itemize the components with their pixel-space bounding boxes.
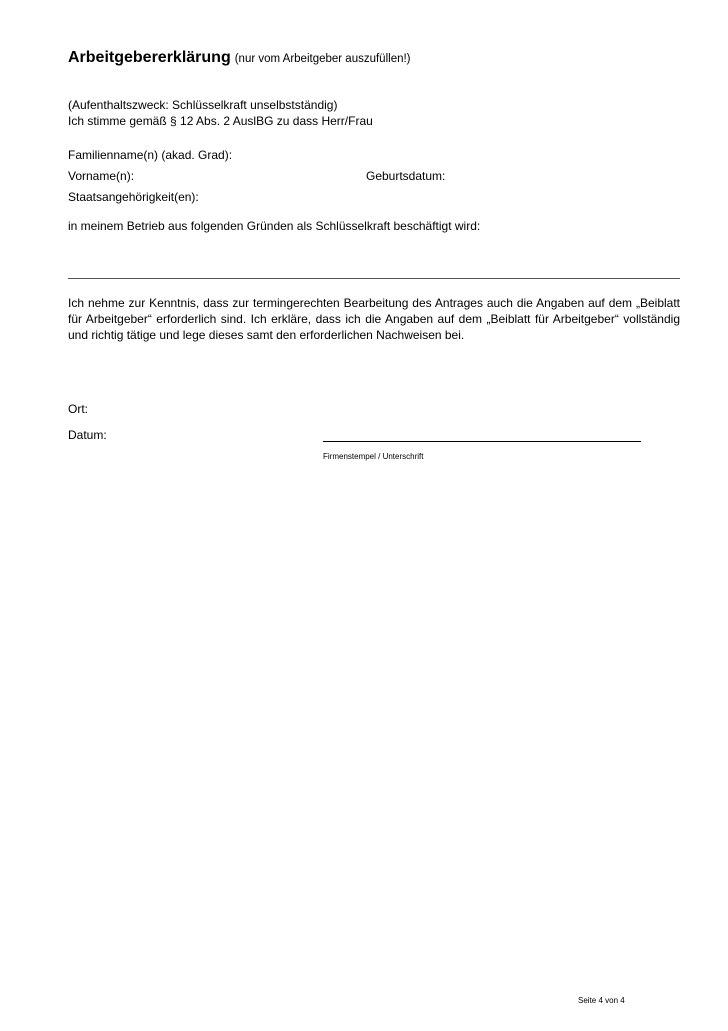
place-label: Ort: bbox=[68, 402, 88, 416]
consent-text: Ich stimme gemäß § 12 Abs. 2 AuslBG zu dass Herr/Frau bbox=[68, 114, 373, 128]
form-title-note: (nur vom Arbeitgeber auszufüllen!) bbox=[234, 53, 411, 65]
birthdate-label: Geburtsdatum: bbox=[366, 169, 446, 183]
acknowledgement-text: Ich nehme zur Kenntnis, dass zur termingerechten Bearbeitung des Antrages auch die Angaben auf dem „Beiblatt für Arbeitgeber“ erforderlich sind. Ich erkläre, dass ich die Angaben auf dem „Beiblatt für Arbeitgeber“ vollständig und richtig tätige und lege dieses samt den erforderlichen Nachweisen bei. bbox=[68, 296, 680, 342]
citizenship-label: Staatsangehörigkeit(en): bbox=[68, 190, 199, 204]
section-divider bbox=[68, 278, 680, 279]
reason-intro: in meinem Betrieb aus folgenden Gründen als Schlüsselkraft beschäftigt wird: bbox=[68, 219, 481, 233]
firstname-label: Vorname(n): bbox=[68, 169, 135, 183]
signature-line bbox=[323, 441, 641, 442]
form-title: Arbeitgebererklärung bbox=[68, 49, 231, 66]
page-title bbox=[68, 49, 411, 67]
signature-label: Firmenstempel / Unterschrift bbox=[323, 452, 424, 461]
date-label: Datum: bbox=[68, 428, 107, 442]
surname-label: Familienname(n) (akad. Grad): bbox=[68, 148, 233, 162]
purpose-text: (Aufenthaltszweck: Schlüsselkraft unselbstständig) bbox=[68, 98, 338, 112]
page-number: Seite 4 von 4 bbox=[578, 996, 625, 1005]
